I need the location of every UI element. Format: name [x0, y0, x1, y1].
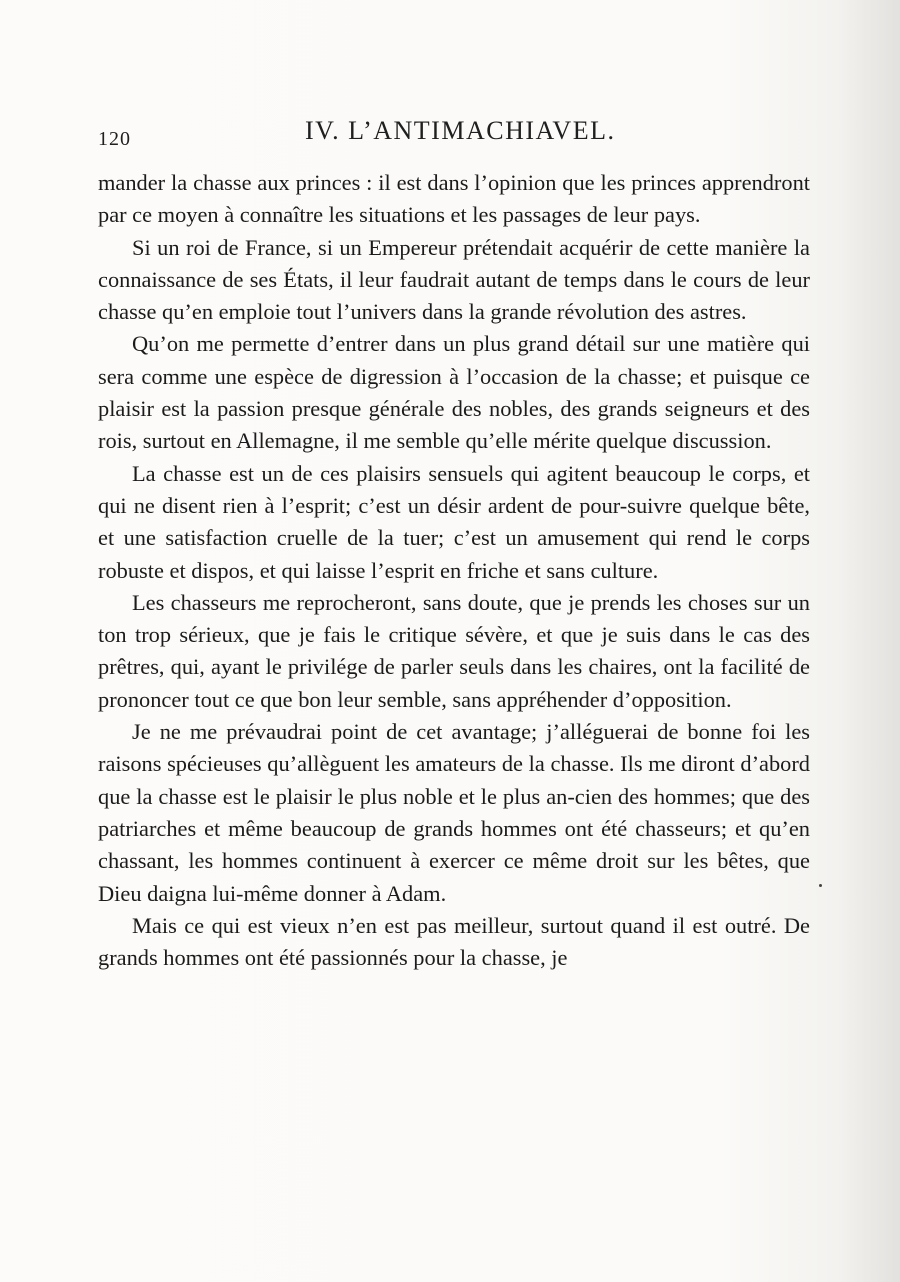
paragraph-7: Mais ce qui est vieux n’en est pas meilleur, surtout quand il est outré. De grands hommes ont été passionnés pour la chasse, je: [98, 912, 810, 971]
paragraph-2: Si un roi de France, si un Empereur prétendait acquérir de cette manière la connaissance de ses États, il leur faudrait autant de temps dans le cours de leur chasse qu’en emploie tout l’univers dans la grande révolution des astres.: [98, 234, 810, 325]
page-header: [98, 116, 808, 156]
text-body: [98, 167, 810, 974]
paragraph-1: mander la chasse aux princes : il est dans l’opinion que les princes apprendront par ce moyen à connaître les situations et les passages de leur pays.: [98, 170, 810, 228]
paragraph-3: Qu’on me permette d’entrer dans un plus grand détail sur une matière qui sera comme une espèce de digression à l’occasion de la chasse; et puisque ce plaisir est la passion presque générale des nobles, des grands seigneurs et des rois, surtout en Allemagne, il me semble qu’elle mérite quelque discussion.: [98, 331, 810, 454]
paragraph-6: Je ne me prévaudrai point de cet avantage; j’alléguerai de bonne foi les raisons spécieuses qu’allèguent les amateurs de la chasse. Ils me diront d’abord que la chasse est le plaisir le plus noble et le plus an-cien des hommes; que des patriarches et même beaucoup de grands hommes ont été chasseurs; et qu’en chassant, les hommes continuent à exercer ce même droit sur les bêtes, que Dieu daigna lui-même donner à Adam.: [98, 719, 810, 906]
paragraph-4: La chasse est un de ces plaisirs sensuels qui agitent beaucoup le corps, et qui ne disent rien à l’esprit; c’est un désir ardent de pour-suivre quelque bête, et une satisfaction cruelle de la tuer; c’est un amusement qui rend le corps robuste et dispos, et qui laisse l’esprit en friche et sans culture.: [98, 460, 810, 583]
paragraph-5: Les chasseurs me reprocheront, sans doute, que je prends les choses sur un ton trop sérieux, que je fais le critique sévère, et que je suis dans le cas des prêtres, qui, ayant le privilége de parler seuls dans les chaires, ont la facilité de prononcer tout ce que bon leur semble, sans appréhender d’opposition.: [98, 589, 810, 712]
scan-speck: [819, 884, 822, 887]
running-title: IV. L’ANTIMACHIAVEL.: [305, 116, 616, 145]
page-number: 120: [98, 128, 131, 150]
